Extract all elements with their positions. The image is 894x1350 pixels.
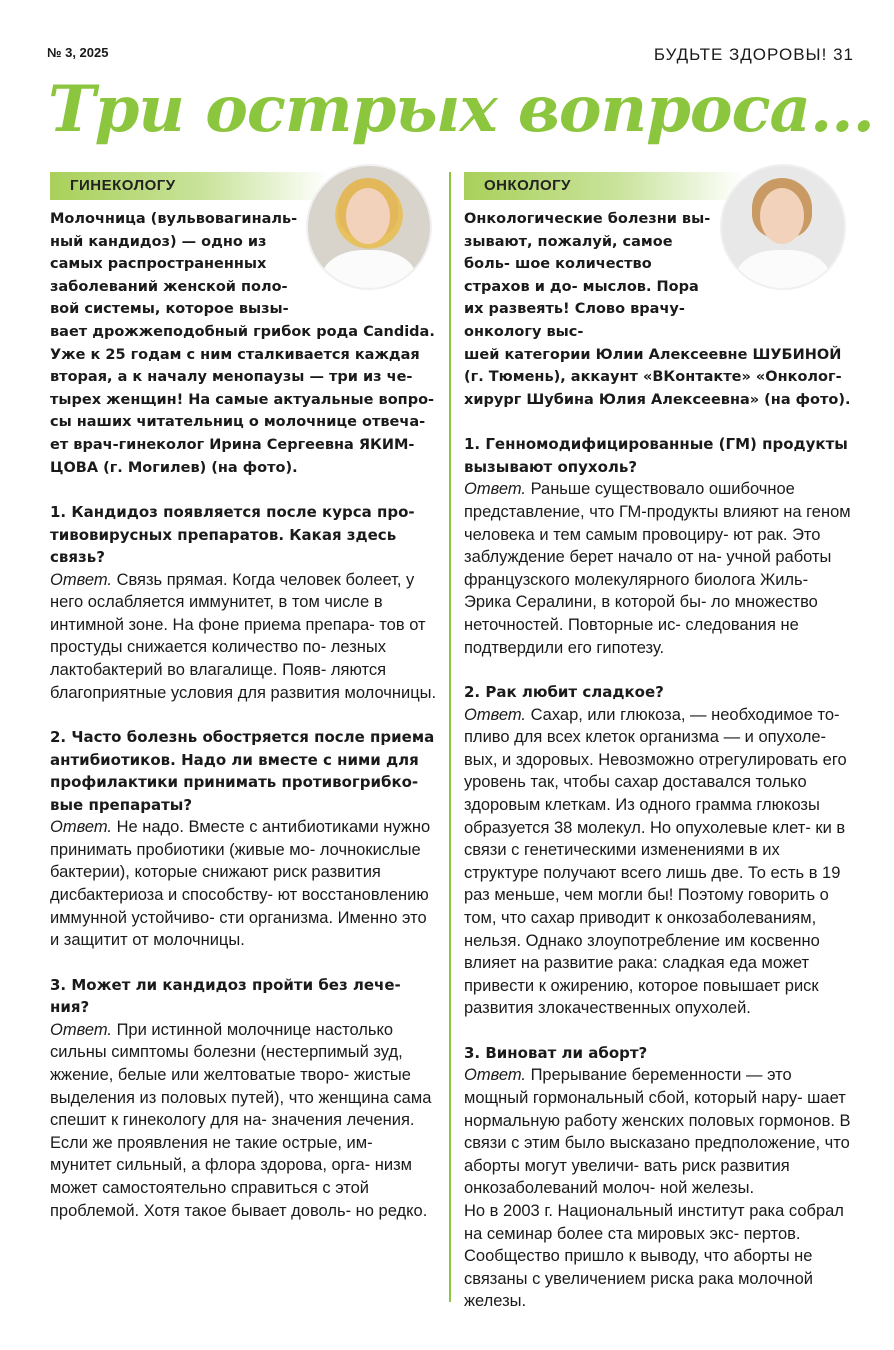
question-block [464, 433, 852, 659]
lead-full: вает дрожжеподобный грибок рода Candida. Уже к 25 годам с ним сталкивается каждая вторая, а к началу менопаузы — три из че- тырех женщин! На самые актуальные вопро- сы наших читательниц о молочнице отвеча- ет врач-гинеколог Ирина Сергеевна ЯКИМ- ЦОВА (г. Могилев) (на фото). [50, 323, 435, 476]
answer-text: Сахар, или глюкоза, — необходимое то- пливо для всех клеток организма — и опухоле- вых, и здоровых. Невозможно отрегулировать его уровень так, чтобы сахар доставался только здоровым клеткам. Из одного грамма глюкозы образуется 38 молекул. Но опухолевые клет- ки в связи с генетическими изменениями в их структуре получают всего лишь две. То есть в 19 раз меньше, чем могли бы! Поэтому говорить о том, что сахар приводит к онкозаболеваниям, нельзя. Однако злоупотребление им косвенно влияет на развитие рака: сладкая еда может привести к ожирению, которое повышает риск развития злокачественных опухолей. [464, 705, 847, 1018]
question-block [464, 1042, 852, 1313]
answer [464, 704, 852, 1020]
answer-label: Ответ. [464, 1066, 526, 1085]
answer-label: Ответ. [50, 1020, 112, 1039]
answer [464, 478, 852, 659]
photo-body [736, 250, 830, 290]
gynecologist-tag: ГИНЕКОЛОГУ [50, 172, 330, 200]
answer [50, 816, 438, 952]
section-title: БУДЬТЕ ЗДОРОВЫ! [653, 45, 828, 64]
answer-label: Ответ. [50, 818, 112, 837]
gynecologist-column [50, 172, 438, 1222]
question-block [464, 681, 852, 1020]
question-title: 3. Виноват ли аборт? [464, 1043, 648, 1062]
oncologist-column [464, 172, 852, 1313]
answer-text: Прерывание беременности — это мощный гормональный сбой, который нару- шает нормальную работу женских половых гормонов. В связи с этим было высказано предположение, что аборты могут увеличи- вать риск развития онкозаболеваний молоч- ной железы. [464, 1066, 851, 1198]
answer-text: При истинной молочнице настолько сильны симптомы болезни (нестерпимый зуд, жжение, белые или желтоватые творо- жистые выделения из половых путей), что женщина сама спешит к гинекологу для на- значения лечения. [50, 1020, 432, 1130]
question-block [50, 501, 438, 704]
lead-wrapped: Молочница (вульвовагиналь- ный кандидоз) — одно из самых распространенных заболеваний женской поло- вой системы, которое вызы- [50, 211, 298, 318]
article-headline: Три острых вопроса... [48, 72, 874, 147]
answer-continuation: Но в 2003 г. Национальный институт рака собрал на семинар более ста мировых экс- пертов. Сообщество пришло к выводу, что аборты не связаны с увеличением риска рака молочной железы. [464, 1201, 844, 1311]
question-block [50, 974, 438, 1222]
lead-wrapped: Онкологические болезни вы- зывают, пожалуй, самое боль- шое количество страхов и до- мыслов. Пора их развеять! Слово врачу-онкологу выс- [464, 211, 711, 340]
answer-text: Раньше существовало ошибочное представление, что ГМ-продукты влияют на геном человека и тем самым провоциру- ют рак. Это заблуждение берет начало от на- учной работы французского молекулярного биолога Жиль-Эрика Сералини, в которой бы- ло множество неточностей. Повторные ис- следования не подтвердили его гипотезу. [464, 480, 851, 657]
answer-label: Ответ. [464, 480, 526, 499]
photo-face [346, 188, 390, 244]
running-header [654, 45, 854, 65]
question-title: 1. Генномодифицированные (ГМ) продукты вызывают опухоль? [464, 435, 848, 476]
question-title: 1. Кандидоз появляется после курса про- тивовирусных препаратов. Какая здесь связь? [50, 503, 415, 567]
answer-label: Ответ. [464, 705, 526, 724]
question-title: 2. Рак любит сладкое? [464, 683, 664, 702]
answer-label: Ответ. [50, 570, 112, 589]
answer [464, 1064, 852, 1313]
issue-number: № 3, 2025 [47, 45, 109, 60]
page-number: 31 [833, 45, 854, 64]
answer [50, 569, 438, 705]
question-block [50, 726, 438, 952]
answer-text: Связь прямая. Когда человек болеет, у него ослабляется иммунитет, в том числе в интимной зоне. На фоне приема препара- тов от простуды снижается количество по- лезных лактобактерий во влагалище. Появ- ляются благоприятные условия для развития молочницы. [50, 570, 437, 702]
answer-continuation: Если же проявления не такие острые, им- мунитет сильный, а флора здорова, орга- низм может самостоятельно справиться с этой проблемой. Хотя такое бывает доволь- но редко. [50, 1133, 428, 1220]
photo-body [322, 250, 416, 290]
photo-face [760, 188, 804, 244]
gynecologist-photo [306, 164, 432, 290]
answer [50, 1019, 438, 1222]
question-title: 2. Часто болезнь обостряется после приема антибиотиков. Надо ли вместе с ними для профилактики принимать противогрибко- вые препараты? [50, 728, 435, 814]
lead-full: шей категории Юлии Алексеевне ШУБИНОЙ (г. Тюмень), аккаунт «ВКонтакте» «Онколог- хирург Шубина Юлия Алексеевна» (на фото). [464, 346, 851, 408]
column-divider [449, 172, 451, 1302]
question-title: 3. Может ли кандидоз пройти без лече- ния? [50, 975, 401, 1017]
oncologist-photo [720, 164, 846, 290]
oncologist-tag: ОНКОЛОГУ [464, 172, 744, 200]
answer-text: Не надо. Вместе с антибиотиками нужно принимать пробиотики (живые мо- лочнокислые бактерии), которые снижают риск развития дисбактериоза и способству- ют восстановлению иммунной устойчиво- сти организма. Именно это и защитит от молочницы. [50, 818, 431, 950]
